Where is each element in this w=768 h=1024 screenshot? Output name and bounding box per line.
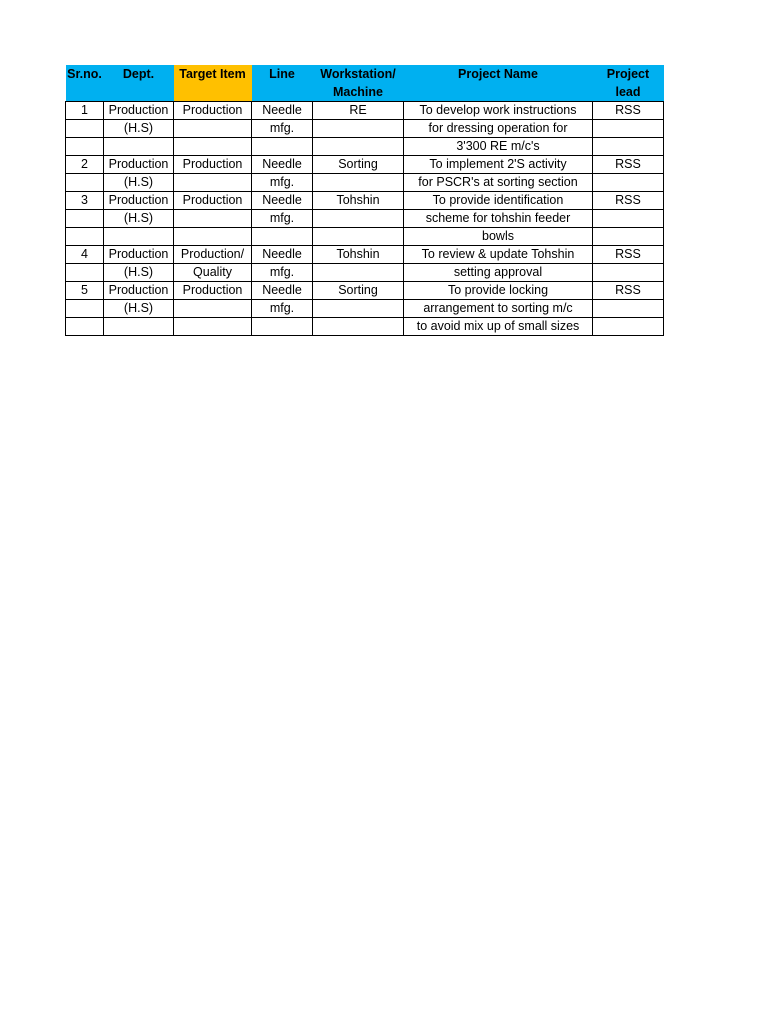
header-line: Line xyxy=(252,65,313,102)
cell-line[interactable] xyxy=(252,228,313,246)
cell-workstation[interactable]: Sorting xyxy=(313,156,404,174)
cell-target-item[interactable]: Production/ xyxy=(174,246,252,264)
cell-line[interactable]: Needle xyxy=(252,102,313,120)
cell-line[interactable]: Needle xyxy=(252,192,313,210)
table-row xyxy=(66,120,664,138)
cell-target-item[interactable] xyxy=(174,300,252,318)
cell-project-name[interactable]: for PSCR's at sorting section xyxy=(404,174,593,192)
cell-dept[interactable]: (H.S) xyxy=(104,300,174,318)
cell-line[interactable]: mfg. xyxy=(252,210,313,228)
project-table xyxy=(65,65,664,336)
header-row xyxy=(66,65,664,102)
cell-project-lead[interactable] xyxy=(593,120,664,138)
cell-target-item[interactable]: Production xyxy=(174,102,252,120)
cell-line[interactable] xyxy=(252,318,313,336)
table-row xyxy=(66,210,664,228)
cell-dept[interactable]: Production xyxy=(104,156,174,174)
cell-project-lead[interactable]: RSS xyxy=(593,192,664,210)
header-target-item: Target Item xyxy=(174,65,252,102)
cell-project-lead[interactable]: RSS xyxy=(593,282,664,300)
cell-sr-no[interactable]: 3 xyxy=(66,192,104,210)
cell-sr-no[interactable] xyxy=(66,300,104,318)
cell-line[interactable]: Needle xyxy=(252,156,313,174)
cell-dept[interactable]: (H.S) xyxy=(104,174,174,192)
cell-target-item[interactable]: Production xyxy=(174,192,252,210)
header-dept: Dept. xyxy=(104,65,174,102)
table-row xyxy=(66,192,664,210)
cell-workstation[interactable] xyxy=(313,138,404,156)
cell-dept[interactable]: (H.S) xyxy=(104,264,174,282)
cell-workstation[interactable] xyxy=(313,210,404,228)
header-project-name: Project Name xyxy=(404,65,593,102)
cell-dept[interactable] xyxy=(104,318,174,336)
spreadsheet xyxy=(65,65,664,336)
cell-dept[interactable]: (H.S) xyxy=(104,120,174,138)
cell-project-lead[interactable]: RSS xyxy=(593,246,664,264)
cell-project-name[interactable]: To develop work instructions xyxy=(404,102,593,120)
cell-project-lead[interactable] xyxy=(593,210,664,228)
table-row xyxy=(66,282,664,300)
cell-project-name[interactable]: for dressing operation for xyxy=(404,120,593,138)
table-row xyxy=(66,156,664,174)
cell-workstation[interactable]: Tohshin xyxy=(313,246,404,264)
cell-line[interactable]: mfg. xyxy=(252,264,313,282)
cell-project-name[interactable]: arrangement to sorting m/c xyxy=(404,300,593,318)
cell-project-name[interactable]: to avoid mix up of small sizes xyxy=(404,318,593,336)
table-row xyxy=(66,264,664,282)
cell-target-item[interactable] xyxy=(174,228,252,246)
cell-workstation[interactable] xyxy=(313,300,404,318)
header-project-lead: Project lead xyxy=(593,65,664,102)
cell-sr-no[interactable] xyxy=(66,210,104,228)
header-sr-no: Sr.no. xyxy=(66,65,104,102)
cell-workstation[interactable] xyxy=(313,120,404,138)
cell-target-item[interactable] xyxy=(174,120,252,138)
table-row xyxy=(66,246,664,264)
table-row xyxy=(66,300,664,318)
cell-target-item[interactable]: Production xyxy=(174,282,252,300)
cell-dept[interactable]: Production xyxy=(104,102,174,120)
table-row xyxy=(66,174,664,192)
cell-line[interactable]: Needle xyxy=(252,282,313,300)
cell-project-lead[interactable] xyxy=(593,264,664,282)
cell-workstation[interactable] xyxy=(313,318,404,336)
cell-target-item[interactable] xyxy=(174,318,252,336)
cell-sr-no[interactable] xyxy=(66,120,104,138)
cell-project-name[interactable]: setting approval xyxy=(404,264,593,282)
cell-line[interactable]: mfg. xyxy=(252,120,313,138)
cell-sr-no[interactable] xyxy=(66,318,104,336)
cell-target-item[interactable] xyxy=(174,138,252,156)
cell-target-item[interactable]: Quality xyxy=(174,264,252,282)
header-workstation: Workstation/ Machine xyxy=(313,65,404,102)
cell-sr-no[interactable] xyxy=(66,228,104,246)
cell-workstation[interactable] xyxy=(313,228,404,246)
cell-project-name[interactable]: 3'300 RE m/c's xyxy=(404,138,593,156)
cell-dept[interactable]: (H.S) xyxy=(104,210,174,228)
cell-project-lead[interactable]: RSS xyxy=(593,156,664,174)
table-row xyxy=(66,138,664,156)
cell-project-lead[interactable] xyxy=(593,228,664,246)
cell-line[interactable]: mfg. xyxy=(252,300,313,318)
cell-project-name[interactable]: To provide identification xyxy=(404,192,593,210)
cell-dept[interactable] xyxy=(104,138,174,156)
cell-project-name[interactable]: To provide locking xyxy=(404,282,593,300)
cell-sr-no[interactable] xyxy=(66,264,104,282)
cell-sr-no[interactable]: 4 xyxy=(66,246,104,264)
cell-project-lead[interactable] xyxy=(593,174,664,192)
cell-target-item[interactable] xyxy=(174,210,252,228)
table-row xyxy=(66,228,664,246)
cell-workstation[interactable] xyxy=(313,264,404,282)
cell-project-name[interactable]: scheme for tohshin feeder xyxy=(404,210,593,228)
cell-project-lead[interactable] xyxy=(593,138,664,156)
cell-dept[interactable] xyxy=(104,228,174,246)
cell-project-lead[interactable]: RSS xyxy=(593,102,664,120)
cell-sr-no[interactable]: 2 xyxy=(66,156,104,174)
cell-line[interactable]: Needle xyxy=(252,246,313,264)
cell-project-name[interactable]: To review & update Tohshin xyxy=(404,246,593,264)
cell-workstation[interactable]: Tohshin xyxy=(313,192,404,210)
table-body xyxy=(66,102,664,336)
cell-dept[interactable]: Production xyxy=(104,282,174,300)
cell-sr-no[interactable] xyxy=(66,174,104,192)
cell-project-lead[interactable] xyxy=(593,318,664,336)
cell-dept[interactable]: Production xyxy=(104,192,174,210)
cell-target-item[interactable]: Production xyxy=(174,156,252,174)
cell-sr-no[interactable] xyxy=(66,138,104,156)
cell-line[interactable] xyxy=(252,138,313,156)
cell-project-lead[interactable] xyxy=(593,300,664,318)
cell-project-name[interactable]: bowls xyxy=(404,228,593,246)
cell-workstation[interactable]: Sorting xyxy=(313,282,404,300)
cell-workstation[interactable] xyxy=(313,174,404,192)
cell-project-name[interactable]: To implement 2'S activity xyxy=(404,156,593,174)
cell-line[interactable]: mfg. xyxy=(252,174,313,192)
cell-sr-no[interactable]: 1 xyxy=(66,102,104,120)
table-row xyxy=(66,318,664,336)
cell-dept[interactable]: Production xyxy=(104,246,174,264)
cell-sr-no[interactable]: 5 xyxy=(66,282,104,300)
cell-workstation[interactable]: RE xyxy=(313,102,404,120)
table-row xyxy=(66,102,664,120)
cell-target-item[interactable] xyxy=(174,174,252,192)
